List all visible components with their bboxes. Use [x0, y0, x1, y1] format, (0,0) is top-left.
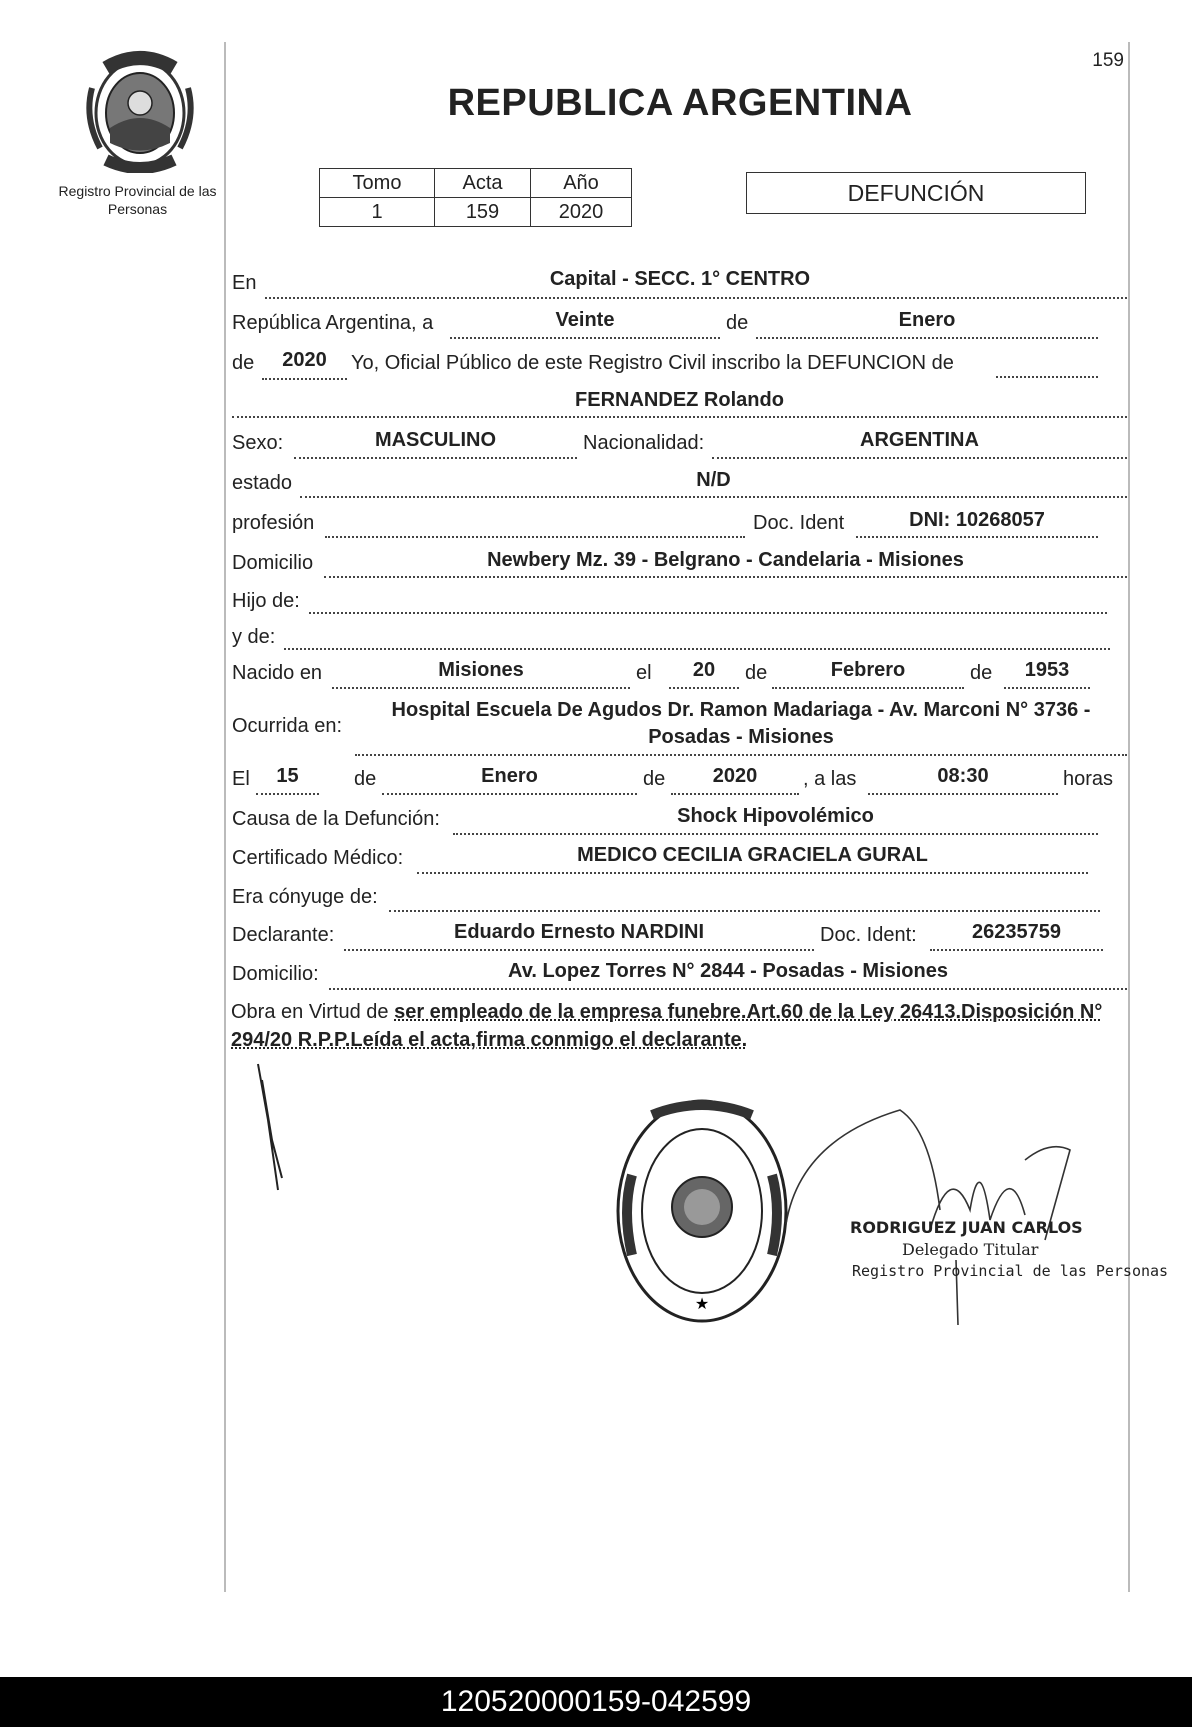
left-margin-line [224, 42, 226, 1592]
value-ocurrida-linea2: Posadas - Misiones [648, 726, 834, 748]
line-sexo [294, 457, 577, 459]
official-signature-scribble [780, 1100, 1090, 1330]
line-def-mes [382, 793, 637, 795]
value-nac-anio: 1953 [1024, 659, 1070, 681]
label-de-3: de [745, 662, 768, 684]
col-tomo-header: Tomo [320, 169, 435, 198]
value-nac-dia: 20 [692, 659, 716, 681]
line-documento [856, 536, 1098, 538]
line-nacionalidad [712, 457, 1127, 459]
svg-text:★: ★ [694, 1294, 710, 1313]
value-certificado: MEDICO CECILIA GRACIELA GURAL [577, 844, 928, 866]
acta-value: 159 [435, 198, 531, 227]
anio-value: 2020 [531, 198, 632, 227]
line-dia-inscripcion [450, 337, 720, 339]
page-title: REPUBLICA ARGENTINA [447, 82, 913, 124]
label-conyuge: Era cónyuge de: [232, 886, 378, 908]
record-type-box: DEFUNCIÓN [746, 172, 1086, 214]
value-sexo: MASCULINO [374, 429, 497, 451]
label-doc-ident-2: Doc. Ident: [820, 924, 917, 946]
signatory-organization: Registro Provincial de las Personas [852, 1262, 1169, 1280]
value-nacido-en: Misiones [438, 659, 524, 681]
line-nombre [232, 416, 1127, 418]
line-conyuge [389, 910, 1100, 912]
label-obra: Obra en Virtud de [231, 1001, 389, 1023]
value-nac-mes: Febrero [830, 659, 906, 681]
line-ocurrida-en [355, 754, 1127, 756]
label-nacionalidad: Nacionalidad: [583, 432, 705, 454]
label-a-las: , a las [803, 768, 857, 790]
label-nacido-en: Nacido en [232, 662, 323, 684]
col-acta-header: Acta [435, 169, 531, 198]
document-barcode-number: 120520000159-042599 [0, 1677, 1192, 1727]
value-def-hora: 08:30 [937, 765, 989, 787]
official-stamp [612, 1095, 792, 1327]
label-de-4: de [970, 662, 993, 684]
line-nac-mes [772, 687, 964, 689]
label-y-de: y de: [232, 626, 276, 648]
line-nac-anio [1004, 687, 1090, 689]
label-domicilio-2: Domicilio: [232, 963, 319, 985]
label-domicilio: Domicilio [232, 552, 314, 574]
label-republica: República Argentina, a [232, 312, 434, 334]
label-el-cap: El [232, 768, 250, 790]
record-table [319, 168, 632, 227]
label-hijo-de: Hijo de: [232, 590, 300, 612]
line-certificado [417, 872, 1088, 874]
line-anio-inscripcion [262, 378, 347, 380]
signatory-role: Delegado Titular [902, 1240, 1039, 1259]
page-number: 159 [1092, 50, 1124, 71]
col-anio-header: Año [531, 169, 632, 198]
line-declarante-domicilio [329, 988, 1127, 990]
label-declarante: Declarante: [232, 924, 335, 946]
label-yo: Yo, Oficial Público de este Registro Civil inscribo la DEFUNCION de [351, 352, 954, 374]
value-estado: N/D [696, 469, 731, 491]
line-estado [300, 496, 1127, 498]
label-ocurrida-en: Ocurrida en: [232, 715, 343, 737]
value-lugar: Capital - SECC. 1° CENTRO [549, 268, 811, 290]
label-de-2: de [232, 352, 255, 374]
line-domicilio [324, 576, 1127, 578]
line-yo-continuation [996, 376, 1098, 378]
label-certificado: Certificado Médico: [232, 847, 404, 869]
registry-label: Registro Provincial de las Personas [58, 183, 217, 217]
value-causa: Shock Hipovolémico [677, 805, 874, 827]
value-def-dia: 15 [276, 765, 299, 787]
value-dia-inscripcion: Veinte [555, 309, 615, 331]
provincia-misiones-logo [80, 48, 200, 173]
value-documento: DNI: 10268057 [909, 509, 1045, 531]
value-mes-inscripcion: Enero [898, 309, 956, 331]
line-profesion [325, 536, 745, 538]
obra-en-virtud-paragraph [231, 998, 1126, 1054]
line-lugar [265, 297, 1127, 299]
right-margin-line [1128, 42, 1130, 1592]
value-def-mes: Enero [481, 765, 538, 787]
value-declarante: Eduardo Ernesto NARDINI [453, 921, 705, 943]
line-def-anio [671, 793, 799, 795]
line-declarante [344, 949, 814, 951]
value-anio-inscripcion: 2020 [282, 349, 327, 371]
value-nacionalidad: ARGENTINA [860, 429, 979, 451]
line-mes-inscripcion [756, 337, 1098, 339]
label-doc-ident: Doc. Ident [753, 512, 845, 534]
line-nac-dia [669, 687, 739, 689]
tomo-value: 1 [320, 198, 435, 227]
label-en: En [232, 272, 257, 294]
label-causa: Causa de la Defunción: [232, 808, 440, 830]
value-obra-texto: ser empleado de la empresa funebre.Art.60 de la Ley 26413.Disposición N° 294/20 R.P.P.Leída el acta,firma conmigo el declarante. [231, 1001, 1103, 1051]
label-el: el [636, 662, 652, 684]
declarant-signature-mark [250, 1060, 310, 1200]
line-hijo-de [309, 612, 1107, 614]
label-estado: estado [232, 472, 293, 494]
value-def-anio: 2020 [712, 765, 758, 787]
label-sexo: Sexo: [232, 432, 284, 454]
value-nombre: FERNANDEZ Rolando [575, 389, 784, 411]
label-de-5: de [354, 768, 377, 790]
line-def-hora [868, 793, 1058, 795]
label-profesion: profesión [232, 512, 315, 534]
line-declarante-doc [930, 949, 1103, 951]
value-ocurrida-linea1: Hospital Escuela De Agudos Dr. Ramon Madariaga - Av. Marconi N° 3736 - [391, 699, 1091, 721]
line-y-de [284, 648, 1110, 650]
label-de-1: de [726, 312, 749, 334]
label-de-6: de [643, 768, 666, 790]
value-declarante-doc: 26235759 [972, 921, 1061, 943]
value-declarante-domicilio: Av. Lopez Torres N° 2844 - Posadas - Misiones [508, 960, 948, 982]
line-nacido-en [332, 687, 630, 689]
line-causa [453, 833, 1098, 835]
line-def-dia [256, 793, 319, 795]
label-horas: horas [1063, 768, 1114, 790]
signatory-name: RODRIGUEZ JUAN CARLOS [850, 1218, 1083, 1237]
value-domicilio: Newbery Mz. 39 - Belgrano - Candelaria - Misiones [487, 549, 964, 571]
